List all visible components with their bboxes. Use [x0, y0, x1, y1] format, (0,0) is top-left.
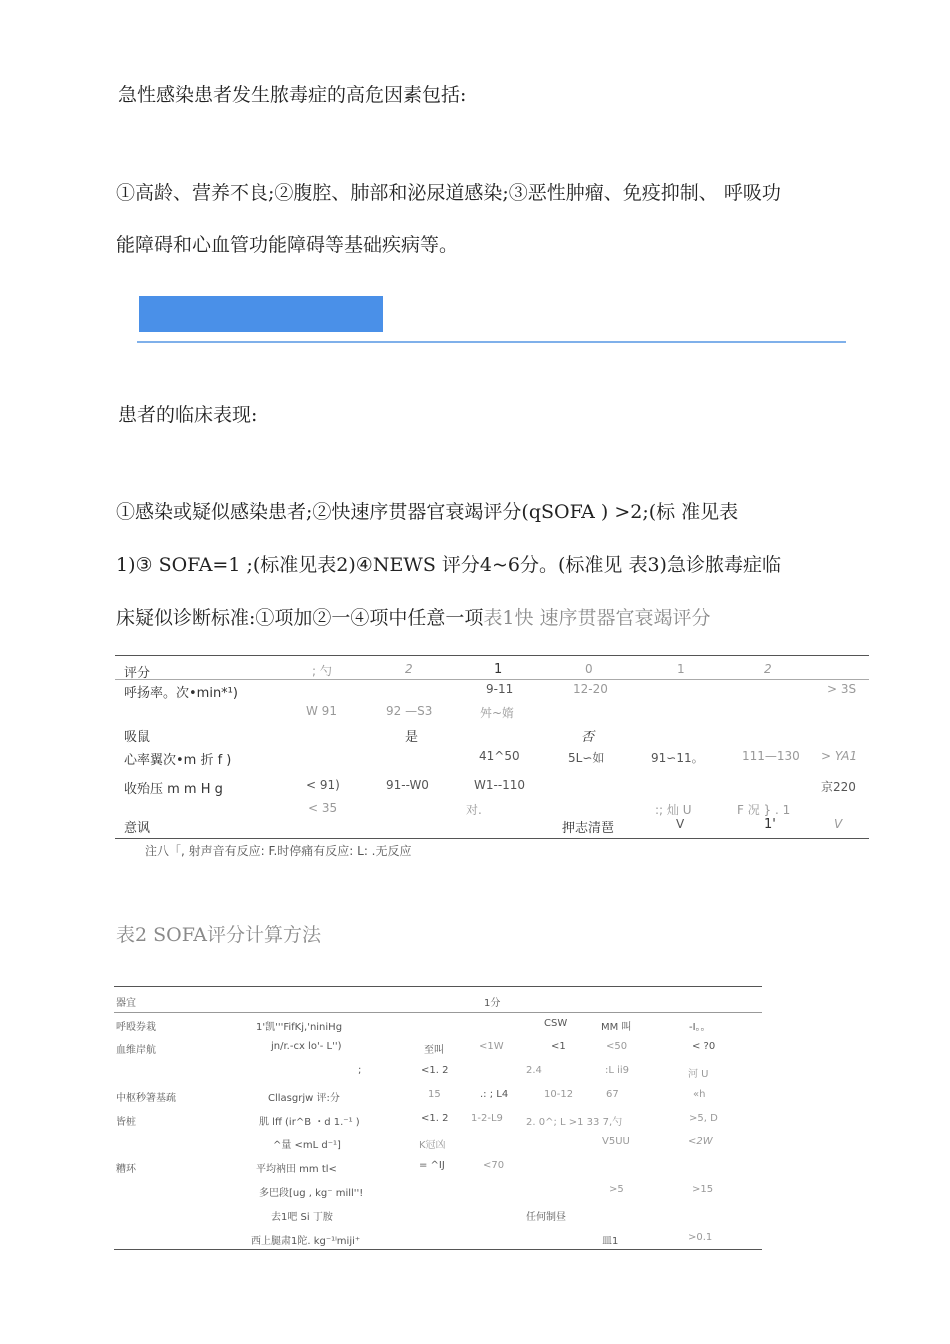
- table-1-row-label: 吸鼠: [124, 730, 151, 745]
- table-2-param: Cllasgrjw 评:分: [268, 1093, 340, 1104]
- table-1-cell: 是: [405, 730, 419, 745]
- table-1-cell: 舛~媠: [480, 706, 515, 720]
- table-1-cell: < 35: [308, 801, 338, 815]
- table-1-cell: 41^50: [479, 749, 520, 763]
- table-1-cell: 否: [581, 730, 595, 745]
- table-2-cell: :L ii9: [605, 1065, 630, 1076]
- table-2-param: ^量 <mL d⁻¹]: [273, 1140, 341, 1151]
- table-2-cell: <1. 2: [421, 1065, 449, 1076]
- table-1-row-label: 心率翼次•m 折 f ): [124, 753, 232, 768]
- table-1-header-label: 评分: [124, 666, 151, 681]
- table-1-header-col: 2: [405, 662, 413, 676]
- table-2-cell: V5UU: [602, 1136, 630, 1147]
- table-1-caption: 表1快 速序贯器官衰竭评分: [483, 607, 711, 629]
- table-2-cell: < ?0: [692, 1041, 716, 1052]
- table-2-param: 西上腿肃1陀. kg⁻¹ˡmiji⁺: [251, 1236, 361, 1247]
- clinical-line-3-text: 床疑似诊断标准:①项加②一④项中任意一项: [116, 607, 484, 629]
- table-1-header-rule: [115, 679, 869, 680]
- table-1-cell: 9-11: [486, 682, 514, 696]
- table-1-row-label: 意讽: [124, 821, 151, 836]
- risk-factors-line-2: 能障碍和心血管功能障碍等基础疾病等。: [116, 234, 459, 256]
- table-1-cell: :; 灿 U: [655, 803, 692, 817]
- table-1-cell: 押志清琶: [562, 821, 615, 836]
- table-2-cell: >0.1: [688, 1232, 713, 1243]
- table-2-cell: <1. 2: [421, 1113, 449, 1124]
- table-2-param: 多巴段[ug , kg⁻ mill''!: [259, 1188, 364, 1199]
- table-1-cell: > 3S: [827, 682, 857, 696]
- table-1-cell: 1': [764, 817, 776, 832]
- table-1-row-label: 收殆压 m m H g: [124, 782, 223, 797]
- table-1-cell: W1--110: [474, 778, 526, 792]
- table-1-cell: F 况 } . 1: [737, 803, 791, 817]
- table-1-footnote: 注八「, 射声音有反应: F.时停痛有反应: L: .无反应: [145, 844, 412, 858]
- table-1-cell: 5L∽如: [568, 751, 605, 765]
- table-2-cell: 河 U: [688, 1069, 709, 1080]
- table-2-param: 平均衲田 mm tl<: [256, 1164, 337, 1175]
- table-2-cell: <1W: [479, 1041, 504, 1052]
- table-2-cell: .: ; L4: [480, 1089, 509, 1100]
- table-1-cell: 91--W0: [386, 778, 429, 792]
- risk-factors-line-1: ①高龄、营养不良;②腹腔、肺部和泌尿道感染;③恶性肿瘤、免疫抑制、 呼吸功: [116, 182, 781, 204]
- table-1-cell: 92 —S3: [386, 704, 433, 718]
- table-2-cell: 皿1: [602, 1236, 619, 1247]
- table-2-cell: MM 叫: [601, 1022, 632, 1033]
- table-1-top-rule: [115, 655, 869, 656]
- table-1-cell: V: [676, 817, 685, 831]
- table-1-cell: 京220: [821, 780, 856, 794]
- table-2-header-rule: [114, 1012, 762, 1013]
- table-1-header-col: ; 勺: [312, 664, 332, 678]
- table-1-cell: V: [834, 817, 843, 831]
- table-1-row-label: 呼扬率。次•min*¹): [124, 686, 238, 701]
- table-1-cell: 对.: [466, 803, 482, 817]
- table-2-row-label: 糟环: [116, 1164, 136, 1175]
- table-1-cell: W 91: [306, 704, 337, 718]
- table-2-cell: <50: [606, 1041, 628, 1052]
- clinical-line-2: 1)③ SOFA=1 ;(标准见表2)④NEWS 评分4~6分。(标准见 表3)急诊脓毒症临: [116, 554, 781, 576]
- table-2-param: jn/r.-cx lo'- L''): [271, 1041, 342, 1052]
- table-2-cell: 2. 0^; L >1 33 7,勺: [526, 1117, 623, 1128]
- table-2-row-label: 中枢秒箸基疏: [116, 1093, 176, 1104]
- table-2-title: 表2 SOFA评分计算方法: [116, 924, 321, 946]
- table-2-param: 肌 lff (ir^B ・d 1.⁻¹ ): [259, 1117, 360, 1128]
- table-2-cell: <70: [483, 1160, 505, 1171]
- table-2-cell: 10-12: [544, 1089, 574, 1100]
- table-2-cell: >5, D: [689, 1113, 718, 1124]
- table-2-cell: <2W: [688, 1136, 713, 1147]
- table-1-header-col: 0: [585, 662, 593, 676]
- table-2-row-label: 呼殴券栽: [116, 1022, 156, 1033]
- table-1-header-col: 1: [494, 662, 503, 677]
- section-heading-rule: [137, 341, 846, 343]
- table-1-cell: > YA1: [821, 749, 858, 763]
- table-2-param: 1'凯'''FifKj,'niniHg: [256, 1022, 343, 1033]
- table-2-cell: K冠凶: [419, 1140, 446, 1151]
- table-1-cell: 12-20: [573, 682, 608, 696]
- table-1-header-col: 1: [677, 662, 685, 676]
- table-2-cell: 67: [606, 1089, 619, 1100]
- table-2-row-label: 血维岸航: [116, 1045, 156, 1056]
- table-1-cell: < 91): [306, 778, 340, 792]
- table-1-header-col: 2: [764, 662, 772, 676]
- table-2-row-label: 皆桩: [116, 1117, 136, 1128]
- table-1-cell: 111—130: [742, 749, 800, 763]
- table-2-cell: >15: [692, 1184, 714, 1195]
- table-2-cell: CSW: [544, 1018, 568, 1029]
- table-2-cell: 2.4: [526, 1065, 542, 1076]
- table-2-param: 去1吧 Si 丁胺: [271, 1212, 333, 1223]
- table-2-top-rule: [114, 986, 762, 987]
- table-2-header-score: 1分: [484, 998, 501, 1009]
- table-2-cell: = ^IJ: [419, 1160, 445, 1171]
- table-2-cell: ;: [358, 1065, 362, 1076]
- table-1-bottom-rule: [115, 838, 869, 839]
- table-2-cell: >5: [609, 1184, 624, 1195]
- table-1-cell: 91∽11。: [651, 751, 704, 765]
- table-2-cell: -I。。: [689, 1022, 711, 1033]
- clinical-line-1: ①感染或疑似感染患者;②快速序贯器官衰竭评分(qSOFA ) >2;(标 准见表: [116, 501, 739, 523]
- section-heading-bar: [139, 296, 383, 332]
- clinical-line-3: [116, 603, 711, 630]
- table-2-cell: 任何制昼: [526, 1212, 566, 1223]
- table-2-cell: 至叫: [424, 1045, 444, 1056]
- table-2-cell: 15: [428, 1089, 441, 1100]
- table-2-header-organ: 器宜: [116, 998, 136, 1009]
- table-2-cell: 1-2-L9: [471, 1113, 503, 1124]
- table-2-cell: «h: [693, 1089, 706, 1100]
- table-2-cell: <1: [551, 1041, 566, 1052]
- clinical-heading: 患者的临床表现:: [118, 404, 258, 426]
- table-2-bottom-rule: [114, 1249, 762, 1250]
- risk-factors-heading: 急性感染患者发生脓毒症的高危因素包括:: [118, 84, 467, 106]
